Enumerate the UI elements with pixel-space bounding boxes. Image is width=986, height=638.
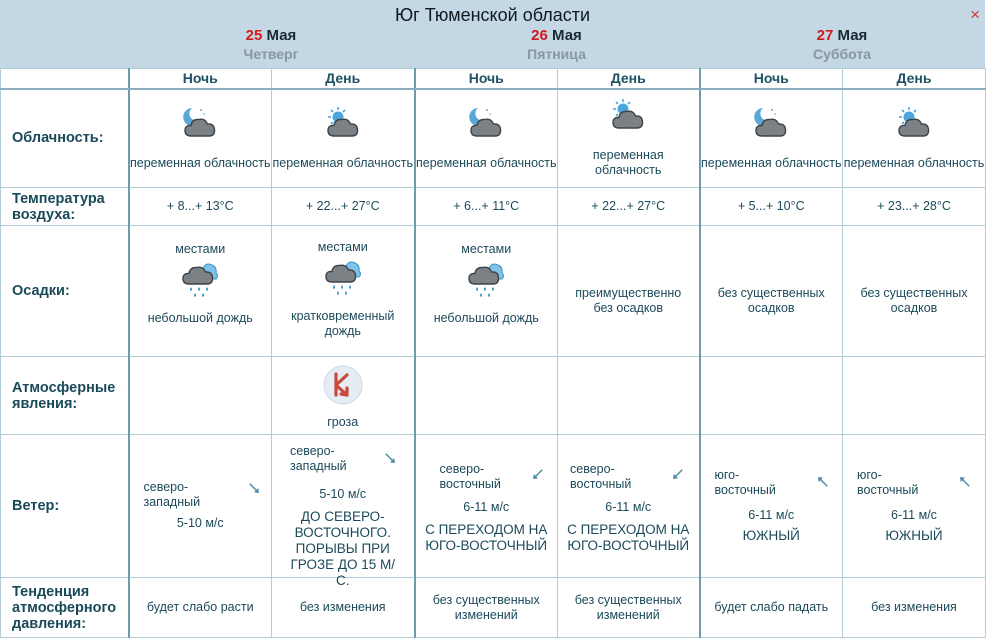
precip-scope: местами — [175, 242, 226, 256]
row-label-temp: Температура воздуха: — [1, 188, 129, 226]
wind-note: С ПЕРЕХОДОМ НА ЮГО-ВОСТОЧНЫЙ — [567, 521, 690, 553]
wind-arrow-icon — [670, 466, 686, 486]
wind-direction: северо- восточный — [570, 461, 632, 491]
wind-speed: 5-10 м/с — [176, 515, 224, 530]
precip-row — [1, 226, 986, 357]
partly-cloudy-day-icon — [558, 98, 699, 136]
thunderstorm-icon — [272, 365, 414, 409]
forecast-header — [0, 0, 985, 68]
pressure-row — [1, 578, 986, 638]
day-number: 27 — [816, 27, 834, 44]
close-icon[interactable]: × — [970, 5, 980, 24]
row-label-atm: Атмосферные явления: — [1, 357, 129, 435]
atm-cell — [700, 357, 843, 435]
cloud-text: переменная облачность — [272, 155, 414, 170]
period-header: День — [272, 69, 415, 89]
precip-text: кратковременный дождь — [291, 308, 395, 338]
row-label-cloud: Облачность: — [1, 89, 129, 188]
day-header-1 — [128, 27, 414, 62]
temp-row — [1, 188, 986, 226]
row-label-wind: Ветер: — [1, 435, 129, 578]
day-weekday: Суббота — [812, 46, 872, 62]
period-header: Ночь — [415, 69, 558, 89]
period-header: Ночь — [129, 69, 272, 89]
row-label-pressure: Тенденция атмосферного давления: — [1, 578, 129, 638]
pressure-cell: без существенных изменений — [415, 578, 558, 638]
period-header: Ночь — [700, 69, 843, 89]
wind-speed: 6-11 м/с — [605, 499, 652, 514]
precip-text: без существенных осадков — [860, 286, 968, 315]
precip-text: небольшой дождь — [147, 311, 253, 325]
wind-row — [1, 435, 986, 578]
day-weekday: Пятница — [527, 46, 586, 62]
partly-cloudy-night-icon — [701, 106, 843, 144]
day-weekday: Четверг — [243, 46, 299, 62]
atm-cell — [558, 357, 700, 435]
wind-cell — [558, 435, 700, 578]
temp-cell: + 22...+ 27°C — [272, 188, 415, 226]
corner-cell — [1, 69, 129, 89]
wind-direction: северо- западный — [290, 443, 347, 473]
cloud-text: переменная облачность — [843, 155, 985, 170]
day-header-2 — [414, 27, 699, 62]
precip-cell — [415, 226, 558, 357]
day-month: Мая — [266, 27, 297, 44]
partly-cloudy-day-icon — [843, 106, 985, 144]
cloud-cell — [843, 89, 986, 188]
rain-cloud-icon — [416, 259, 558, 305]
atm-row — [1, 357, 986, 435]
cloud-cell — [558, 89, 700, 188]
temp-cell: + 23...+ 28°C — [843, 188, 986, 226]
day-month: Мая — [552, 27, 582, 44]
precip-cell — [843, 226, 986, 357]
precip-text: небольшой дождь — [433, 311, 539, 325]
day-header-3 — [699, 27, 985, 62]
wind-direction: северо- западный — [143, 479, 201, 509]
precip-text: преимущественно без осадков — [575, 286, 682, 315]
day-number: 26 — [531, 27, 548, 44]
precip-text: без существенных осадков — [717, 286, 825, 315]
cloud-text: переменная облачность — [592, 148, 664, 178]
cloud-text: переменная облачность — [700, 155, 842, 170]
wind-arrow-icon — [246, 480, 262, 500]
wind-speed: 6-11 м/с — [748, 507, 795, 522]
cloud-cell — [272, 89, 415, 188]
precip-cell — [129, 226, 272, 357]
wind-cell — [272, 435, 415, 588]
wind-arrow-icon — [382, 450, 398, 470]
temp-cell: + 5...+ 10°C — [700, 188, 843, 226]
wind-note: ЮЖНЫЙ — [885, 527, 943, 543]
wind-direction: юго- восточный — [857, 467, 919, 497]
wind-cell — [700, 435, 843, 578]
wind-note: ДО СЕВЕРО-ВОСТОЧНОГО. ПОРЫВЫ ПРИ ГРОЗЕ ДО 15 М/С. — [290, 508, 396, 588]
wind-arrow-icon — [957, 474, 973, 494]
precip-cell — [700, 226, 843, 357]
pressure-cell: без существенных изменений — [558, 578, 700, 638]
forecast-table — [0, 68, 986, 638]
wind-note: ЮЖНЫЙ — [742, 527, 800, 543]
wind-direction: северо- восточный — [439, 461, 501, 491]
precip-scope: местами — [461, 242, 512, 256]
pressure-cell: без изменения — [272, 578, 415, 638]
wind-note: С ПЕРЕХОДОМ НА ЮГО-ВОСТОЧНЫЙ — [425, 521, 548, 553]
temp-cell: + 8...+ 13°C — [129, 188, 272, 226]
wind-speed: 6-11 м/с — [891, 507, 937, 522]
precip-scope: местами — [317, 239, 368, 254]
wind-arrow-icon — [815, 474, 831, 494]
wind-cell — [129, 435, 272, 578]
partly-cloudy-day-icon — [272, 106, 414, 144]
row-label-precip: Осадки: — [1, 226, 129, 357]
atm-text: гроза — [327, 415, 359, 429]
wind-cell — [843, 435, 986, 578]
day-month: Мая — [837, 27, 868, 44]
cloud-cell — [129, 89, 272, 188]
cloud-row — [1, 89, 986, 188]
wind-arrow-icon — [530, 466, 546, 486]
rain-cloud-icon — [272, 257, 414, 303]
wind-cell — [415, 435, 558, 578]
cloud-cell — [415, 89, 558, 188]
atm-cell — [843, 357, 986, 435]
wind-direction: юго- восточный — [714, 467, 776, 497]
partly-cloudy-night-icon — [130, 106, 272, 144]
day-number: 25 — [245, 27, 263, 44]
cloud-text: переменная облачность — [415, 155, 557, 170]
wind-speed: 6-11 м/с — [463, 499, 510, 514]
atm-cell — [415, 357, 558, 435]
atm-cell — [272, 357, 415, 435]
atm-cell — [129, 357, 272, 435]
cloud-text: переменная облачность — [129, 155, 271, 170]
rain-cloud-icon — [130, 259, 272, 305]
precip-cell — [558, 226, 700, 357]
wind-speed: 5-10 м/с — [319, 486, 367, 501]
period-header: День — [558, 69, 700, 89]
pressure-cell: будет слабо расти — [129, 578, 272, 638]
precip-cell — [272, 226, 415, 357]
period-header: День — [843, 69, 986, 89]
pressure-cell: будет слабо падать — [700, 578, 843, 638]
region-title: Юг Тюменской области — [394, 5, 591, 25]
temp-cell: + 6...+ 11°C — [415, 188, 558, 226]
partly-cloudy-night-icon — [416, 106, 558, 144]
cloud-cell — [700, 89, 843, 188]
pressure-cell: без изменения — [843, 578, 986, 638]
period-header-row — [1, 69, 986, 89]
temp-cell: + 22...+ 27°C — [558, 188, 700, 226]
